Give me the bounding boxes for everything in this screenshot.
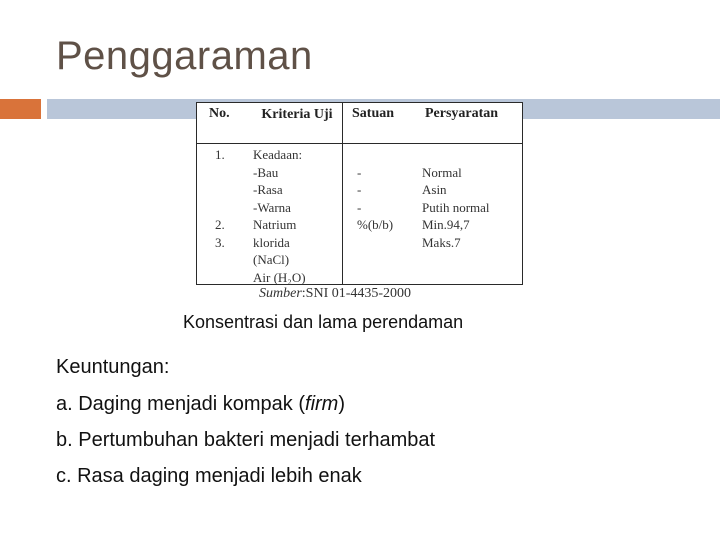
advantage-a-prefix: a. Daging menjadi kompak ( <box>56 393 306 415</box>
table-source <box>259 286 411 302</box>
title-accent-bar <box>0 99 41 119</box>
col-kriteria: Keadaan: -Bau -Rasa -Warna Natrium klorida (NaCl) Air (H₂O) <box>253 147 306 285</box>
slide-title: Penggaraman <box>56 34 313 78</box>
advantage-item-a <box>56 393 345 416</box>
advantage-a-italic: firm <box>305 393 339 415</box>
col-numbers: 1. 2. 3. <box>215 147 225 250</box>
source-text: :SNI 01-4435-2000 <box>301 286 412 301</box>
col-satuan: - - - %(b/b) <box>357 164 394 232</box>
header-satuan: Satuan <box>352 106 395 121</box>
table-header-divider <box>197 143 522 144</box>
advantage-item-b: b. Pertumbuhan bakteri menjadi terhambat <box>56 429 436 451</box>
advantage-a-suffix: ) <box>338 393 346 415</box>
table-divider-kriteria <box>342 103 343 284</box>
header-no: No. <box>209 106 230 121</box>
header-kriteria: Kriteria Uji <box>261 107 333 122</box>
header-persyaratan: Persyaratan <box>425 106 499 121</box>
advantages-heading: Keuntungan: <box>56 356 170 378</box>
source-label: Sumber <box>259 286 302 301</box>
requirements-table <box>196 102 523 285</box>
advantage-item-c: c. Rasa daging menjadi lebih enak <box>56 465 362 487</box>
col-persyaratan: Normal Asin Putih normal Min.94,7 Maks.7 <box>422 164 490 250</box>
image-caption: Konsentrasi dan lama perendaman <box>183 312 464 332</box>
